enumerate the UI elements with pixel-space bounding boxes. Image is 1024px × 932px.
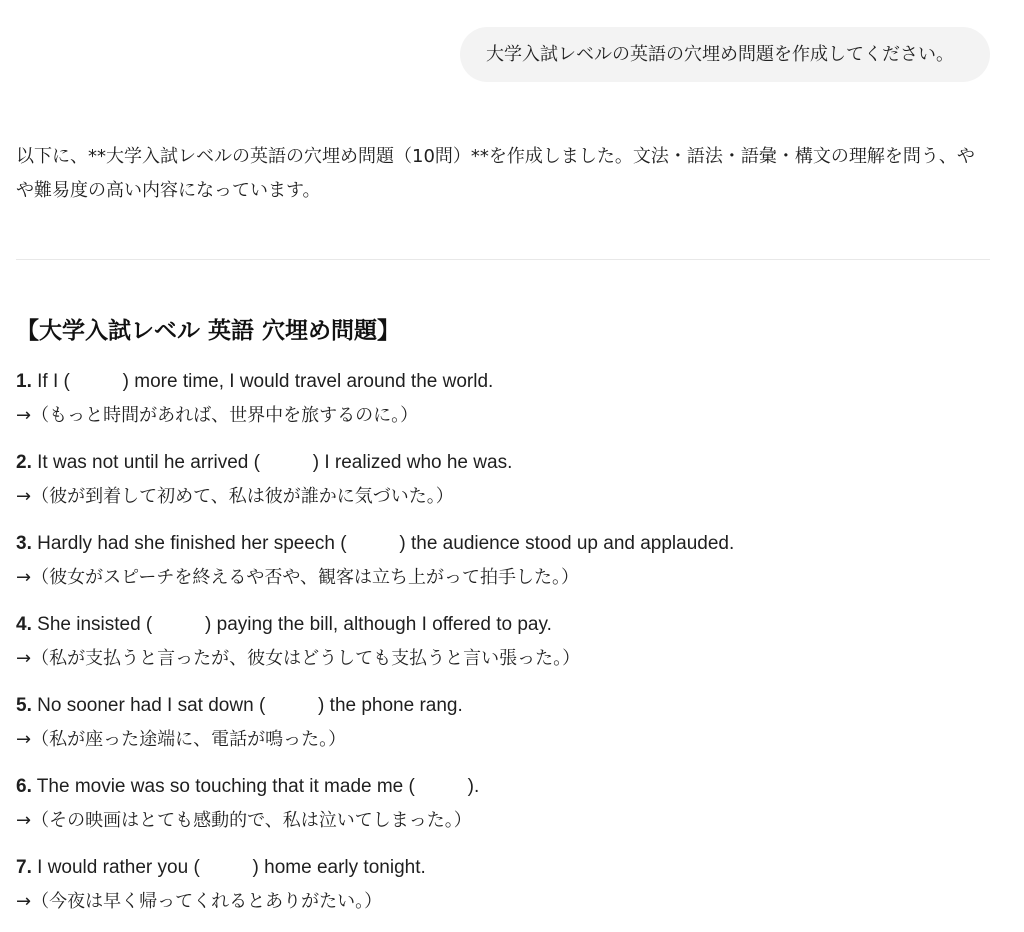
question-text: I would rather you ( ) home early tonight. [37,857,426,878]
quiz-section-title: 【大学入試レベル 英語 穴埋め問題】 [16,318,401,344]
question-sentence [16,608,990,642]
question-translation: →（その映画はとても感動的で、私は泣いてしまった。） [16,810,472,831]
question-translation: →（彼女がスピーチを終えるや否や、観客は立ち上がって拍手した。） [16,567,579,588]
user-message-bubble: 大学入試レベルの英語の穴埋め問題を作成してください。 [460,27,990,82]
question-item [16,851,990,932]
section-divider [16,259,990,260]
question-list [16,365,990,932]
question-text: The movie was so touching that it made me ( ). [36,776,480,797]
question-number: 5. [16,695,32,716]
question-sentence [16,446,990,480]
question-sentence [16,851,990,885]
question-sentence [16,689,990,723]
user-message-row [460,27,990,82]
question-sentence [16,770,990,804]
question-translation: →（もっと時間があれば、世界中を旅するのに。） [16,405,419,426]
question-number: 1. [16,371,32,392]
question-number: 6. [16,776,32,797]
question-number: 4. [16,614,32,635]
chat-transcript [16,0,990,924]
question-text: If I ( ) more time, I would travel around the world. [37,371,494,392]
question-item [16,446,990,527]
question-text: Hardly had she finished her speech ( ) the audience stood up and applauded. [37,533,735,554]
assistant-intro-text: 以下に、**大学入試レベルの英語の穴埋め問題（10問）**を作成しました。文法・語法・語彙・構文の理解を問う、やや難易度の高い内容になっています。 [16,146,975,201]
question-item [16,608,990,689]
question-translation: →（私が支払うと言ったが、彼女はどうしても支払うと言い張った。） [16,648,581,669]
question-text: She insisted ( ) paying the bill, although I offered to pay. [37,614,552,635]
question-number: 7. [16,857,32,878]
question-text: No sooner had I sat down ( ) the phone rang. [37,695,463,716]
question-sentence [16,365,990,399]
question-number: 3. [16,533,32,554]
question-translation: →（私が座った途端に、電話が鳴った。） [16,729,347,750]
question-item [16,365,990,446]
question-translation: →（今夜は早く帰ってくれるとありがたい。） [16,891,383,912]
question-translation: →（彼が到着して初めて、私は彼が誰かに気づいた。） [16,486,454,507]
question-text: It was not until he arrived ( ) I realized who he was. [37,452,513,473]
question-item [16,770,990,851]
question-item [16,689,990,770]
question-sentence [16,527,990,561]
question-number: 2. [16,452,32,473]
question-item [16,527,990,608]
